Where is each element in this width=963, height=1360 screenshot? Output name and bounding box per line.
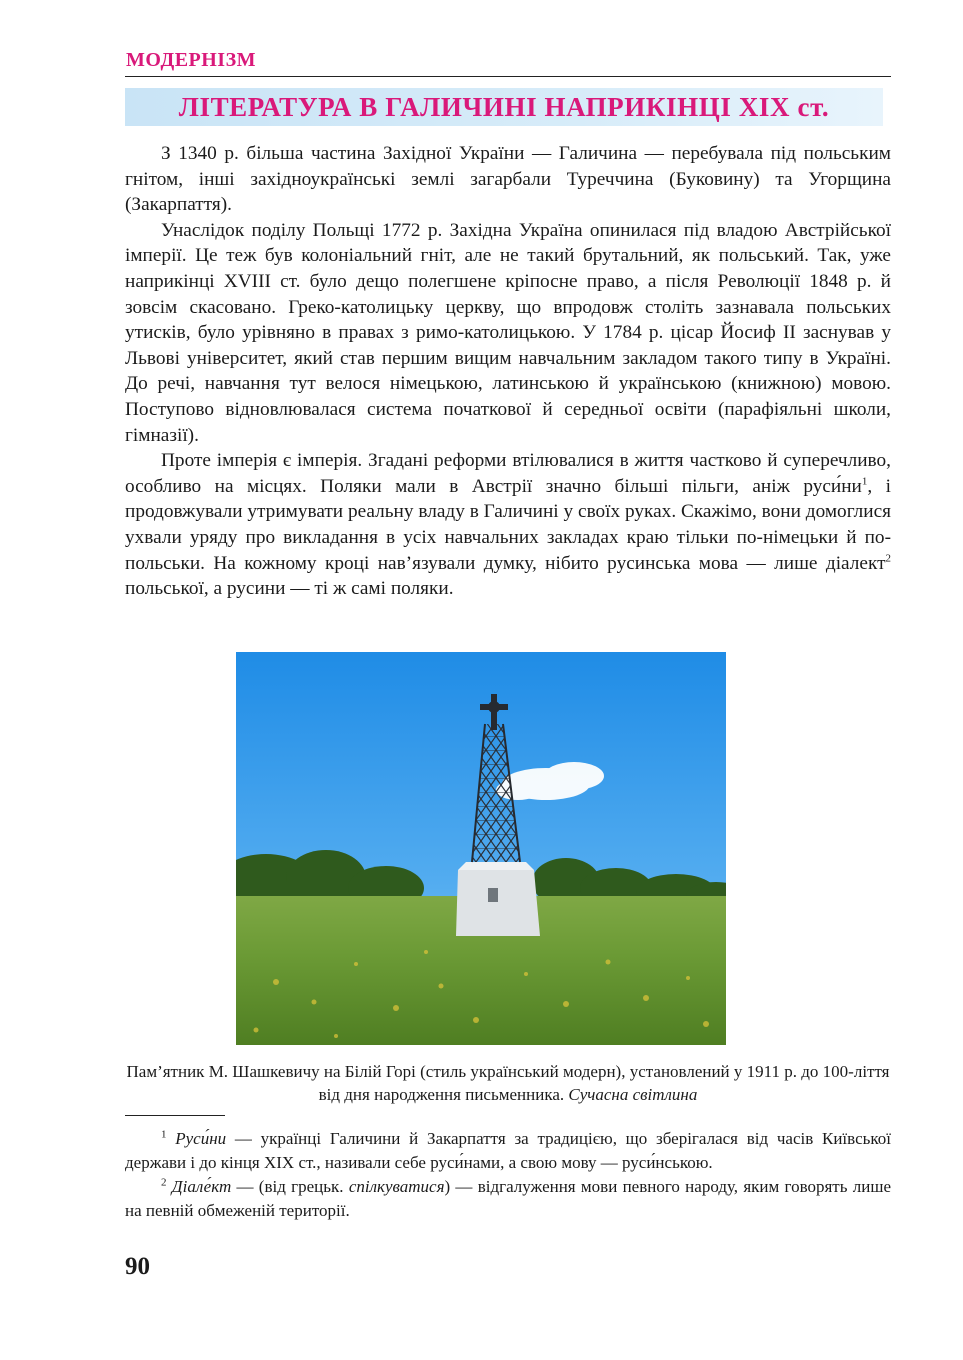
footnote-1-text: — українці Галичини й Закарпаття за традицією, що зберігалася від часів Київської держави і до кінця XIX ст., називали себе руси́нами, а свою мову — руси́нською. xyxy=(125,1129,892,1172)
paragraph-3-part-a: Проте імперія є імперія. Згадані реформи втілювалися в життя частково й суперечливо, особливо на місцях. Поляки мали в Австрії значно більші пільги, аніж руси́ни xyxy=(125,450,891,497)
paragraph-3-part-b: , і продовжували утримувати реальну владу в Галичині у своїх руках. Скажімо, вони домоглися ухвали уряду про викладання в усіх навчальних закладах краю тільки по-німецьки й по-польськи. На кожному кроці нав’язували думку, нібито русинська мова — лише діалект xyxy=(125,475,891,574)
footnote-1-term: Руси́ни xyxy=(175,1129,227,1148)
paragraph-3-part-c: польської, а русини — ті ж самі поляки. xyxy=(125,578,454,600)
footnote-2-text-a: — (від грецьк. xyxy=(231,1177,349,1196)
figure-caption xyxy=(125,1060,891,1106)
page-number: 90 xyxy=(125,1253,150,1280)
footnote-2-term: Діале́кт xyxy=(171,1177,232,1196)
section-title: МОДЕРНІЗМ xyxy=(126,49,257,71)
footnote-1 xyxy=(125,1127,891,1175)
chapter-title: ЛІТЕРАТУРА В ГАЛИЧИНІ НАПРИКІНЦІ XIX ст. xyxy=(178,92,830,122)
footnote-2-text-b: ) — відгалуження мови певного народу, яким говорять лише на певній обмеженій території. xyxy=(125,1177,891,1220)
paragraph-1: З 1340 р. більша частина Західної України — Галичина — перебувала під польським гнітом, інші західноукраїнські землі загарбали Туреччина (Буковину) та Угорщина (Закарпаття). xyxy=(125,143,891,216)
caption-main: Пам’ятник М. Шашкевичу на Білій Горі (стиль український модерн), установлений у 1911 р. до 100-ліття від дня народження письменника. xyxy=(126,1062,890,1104)
paragraph-3 xyxy=(125,448,891,602)
footnotes xyxy=(125,1127,891,1223)
footnote-2-italic: спілкуватися xyxy=(348,1177,445,1196)
footnote-rule xyxy=(125,1115,225,1116)
body-text xyxy=(125,141,891,602)
caption-photo-credit: Сучасна світлина xyxy=(568,1085,698,1104)
monument-photo xyxy=(236,652,726,1045)
footnote-2 xyxy=(125,1175,891,1223)
header-rule xyxy=(125,76,891,77)
footnote-ref-2: 2 xyxy=(885,552,891,565)
footnote-2-number: 2 xyxy=(161,1176,167,1189)
footnote-ref-1: 1 xyxy=(861,475,868,488)
paragraph-2: Унаслідок поділу Польщі 1772 р. Західна Україна опинилася під владою Австрійської імперії. Це теж був колоніальний гніт, але не такий брутальний, як польський. Так, уже наприкінці XVIII ст. було дещо полегшене кріпосне право, а після Революції 1848 р. й зовсім скасовано. Греко-католицьку церкву, що впродовж століть зазнавала польських утисків, було урівняно в правах з римо-католицькою. У 1784 р. цісар Йосиф ІІ заснував у Львові університет, який став першим вищим навчальним закладом такого типу в Україні. До речі, навчання тут велося німецькою, латинською й українською (книжною) мовою. Поступово відновлювалася система початкової й середньої освіти (парафіяльні школи, гімназії). xyxy=(125,219,891,446)
footnote-1-number: 1 xyxy=(161,1128,167,1141)
